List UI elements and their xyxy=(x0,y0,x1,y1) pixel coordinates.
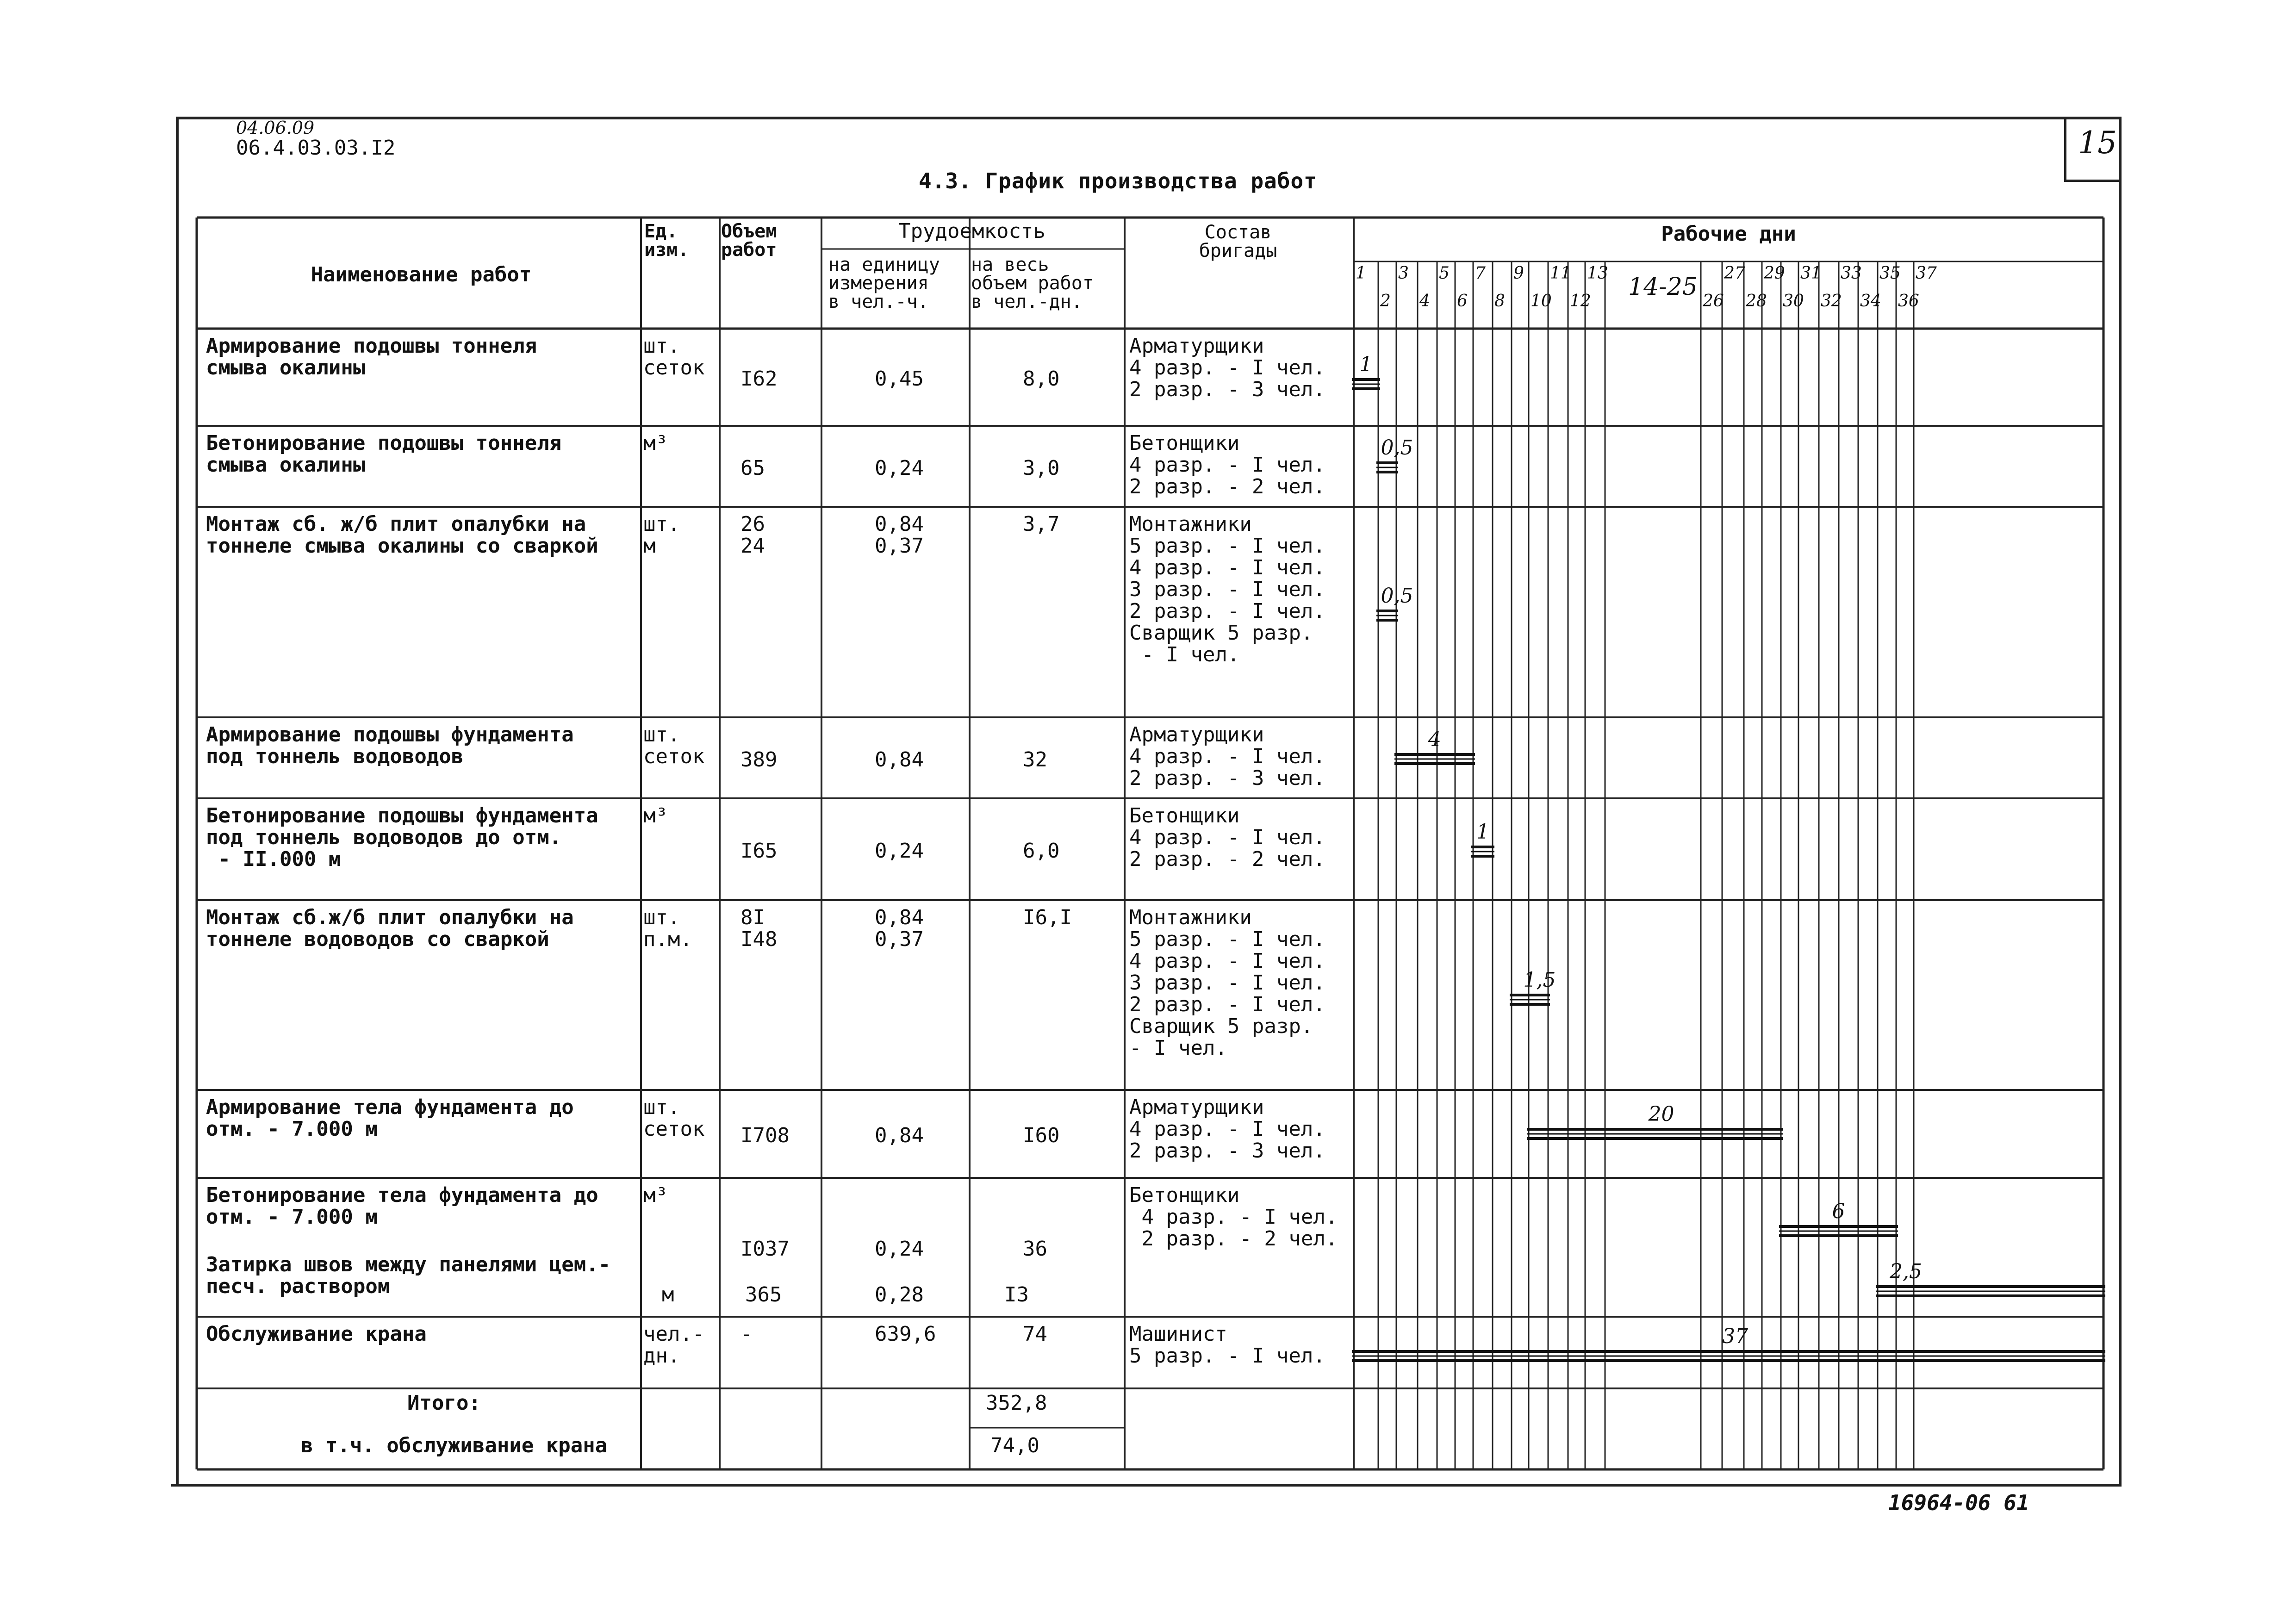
row-volume: 26 24 xyxy=(740,512,765,558)
day-label: 3 xyxy=(1398,264,1409,283)
row-labor-per-unit: 0,84 0,37 xyxy=(875,512,924,558)
row-unit-secondary: м xyxy=(662,1283,674,1307)
totals-label: Итого: xyxy=(407,1391,481,1415)
row-work-name: Бетонирование подошвы фундамента под тоннель водоводов до отм. - II.000 м xyxy=(206,804,598,871)
row-labor-per-unit: 639,6 xyxy=(875,1322,936,1346)
column-header-name: Наименование работ xyxy=(311,263,532,286)
column-header-unit: Ед. изм. xyxy=(644,221,689,261)
page-title: 4.3. График производства работ xyxy=(919,168,1317,193)
column-header-days: Рабочие дни xyxy=(1661,222,1796,246)
row-work-name-secondary: Затирка швов между панелями цем.- песч. раствором xyxy=(206,1253,611,1298)
row-unit: шт. м xyxy=(643,512,680,558)
day-label: 29 xyxy=(1764,264,1785,283)
row-labor-total: 8,0 xyxy=(1023,367,1060,391)
day-label: 26 xyxy=(1703,292,1724,311)
document-code-handwritten: 04.06.09 xyxy=(236,118,315,138)
row-work-name: Бетонирование подошвы тоннеля смыва окалины xyxy=(206,431,562,477)
row-crew: Машинист 5 разр. - I чел. xyxy=(1129,1322,1325,1368)
row-crew: Монтажники 5 разр. - I чел. 4 разр. - I чел. 3 разр. - I чел. 2 разр. - I чел. Сварщик 5 разр. - I чел. xyxy=(1129,906,1325,1060)
page-number: 15 xyxy=(2078,125,2117,161)
totals-crane-value: 74,0 xyxy=(990,1434,1039,1457)
column-header-labor-unit: на единицу измерения в чел.-ч. xyxy=(828,254,940,312)
row-unit: м³ xyxy=(643,1183,668,1207)
day-label: 11 xyxy=(1550,264,1571,283)
row-labor-per-unit: 0,84 xyxy=(875,747,924,772)
archive-stamp: 16964-06 61 xyxy=(1888,1490,2029,1515)
gantt-bar-label: 1,5 xyxy=(1523,968,1556,992)
row-work-name: Армирование подошвы фундамента под тоннель водоводов xyxy=(206,723,574,768)
day-label: 4 xyxy=(1419,292,1430,311)
day-label: 37 xyxy=(1916,264,1937,283)
totals-value: 352,8 xyxy=(986,1391,1047,1415)
gantt-bar-label: 37 xyxy=(1722,1325,1748,1348)
day-label: 35 xyxy=(1879,264,1901,283)
row-labor-per-unit-secondary: 0,28 xyxy=(875,1283,924,1307)
row-crew: Арматурщики 4 разр. - I чел. 2 разр. - 3 чел. xyxy=(1129,723,1325,790)
row-volume: I62 xyxy=(740,367,778,391)
column-header-crew: Состав бригады xyxy=(1199,222,1277,261)
day-label: 30 xyxy=(1783,292,1804,311)
row-volume: I708 xyxy=(740,1124,790,1147)
document-code: 06.4.03.03.I2 xyxy=(236,136,396,160)
day-label: 1 xyxy=(1356,264,1366,283)
row-crew: Бетонщики 4 разр. - I чел. 2 разр. - 2 чел. xyxy=(1129,804,1325,871)
gantt-bar-label: 0,5 xyxy=(1381,584,1413,608)
day-label: 33 xyxy=(1841,264,1862,283)
column-header-labor: Трудоемкость xyxy=(898,219,1045,243)
day-label: 5 xyxy=(1439,264,1450,283)
row-labor-per-unit: 0,24 xyxy=(875,839,924,863)
day-label: 34 xyxy=(1860,292,1881,311)
row-work-name: Армирование подошвы тоннеля смыва окалины xyxy=(206,334,537,380)
row-volume: I65 xyxy=(740,839,778,863)
day-label: 36 xyxy=(1898,292,1919,311)
day-label: 8 xyxy=(1494,292,1505,311)
gantt-bar-label: 0,5 xyxy=(1381,436,1413,460)
row-labor-total: 32 xyxy=(1023,747,1047,772)
day-label: 6 xyxy=(1457,292,1468,311)
day-label: 10 xyxy=(1531,292,1552,311)
row-labor-per-unit: 0,24 xyxy=(875,1237,924,1261)
gantt-bar-label: 20 xyxy=(1648,1102,1674,1126)
row-volume: 8I I48 xyxy=(740,906,778,951)
row-unit: м³ xyxy=(643,804,668,828)
row-labor-total: 3,0 xyxy=(1023,456,1060,480)
row-work-name: Бетонирование тела фундамента до отм. - 7.000 м xyxy=(206,1183,598,1229)
row-labor-total: 74 xyxy=(1023,1322,1047,1346)
row-unit: шт. сеток xyxy=(643,1095,705,1141)
row-unit: шт. сеток xyxy=(643,723,705,768)
row-work-name: Обслуживание крана xyxy=(206,1322,427,1346)
row-crew: Бетонщики 4 разр. - I чел. 2 разр. - 2 чел. xyxy=(1129,1183,1338,1251)
row-unit: м³ xyxy=(643,431,668,455)
row-crew: Арматурщики 4 разр. - I чел. 2 разр. - 3 чел. xyxy=(1129,1095,1325,1163)
row-crew: Бетонщики 4 разр. - I чел. 2 разр. - 2 чел. xyxy=(1129,431,1325,498)
day-label: 7 xyxy=(1475,264,1486,283)
day-label: 12 xyxy=(1570,292,1591,311)
row-labor-total: I6,I xyxy=(1023,906,1072,929)
row-labor-per-unit: 0,24 xyxy=(875,456,924,480)
day-label: 9 xyxy=(1513,264,1524,283)
gantt-bar-label: 6 xyxy=(1832,1200,1845,1223)
row-volume: 65 xyxy=(740,456,765,480)
row-crew: Арматурщики 4 разр. - I чел. 2 разр. - 3 чел. xyxy=(1129,334,1325,401)
day-label: 28 xyxy=(1746,292,1767,311)
gantt-bar-label: 1 xyxy=(1359,353,1373,376)
row-volume: I037 xyxy=(740,1237,790,1261)
row-labor-total: 6,0 xyxy=(1023,839,1060,863)
row-labor-total: 3,7 xyxy=(1023,512,1060,536)
gantt-bar-label: 4 xyxy=(1428,728,1441,751)
day-label: 32 xyxy=(1821,292,1842,311)
gantt-bar-label: 1 xyxy=(1476,820,1489,844)
day-label: 14-25 xyxy=(1628,273,1698,301)
row-labor-per-unit: 0,45 xyxy=(875,367,924,391)
row-labor-per-unit: 0,84 xyxy=(875,1124,924,1147)
row-labor-total-secondary: I3 xyxy=(1004,1283,1029,1307)
day-label: 27 xyxy=(1724,264,1745,283)
row-labor-total: I60 xyxy=(1023,1124,1060,1147)
day-label: 2 xyxy=(1380,292,1391,311)
row-work-name: Монтаж сб. ж/б плит опалубки на тоннеле смыва окалины со сваркой xyxy=(206,512,598,558)
row-work-name: Армирование тела фундамента до отм. - 7.000 м xyxy=(206,1095,574,1141)
row-work-name: Монтаж сб.ж/б плит опалубки на тоннеле водоводов со сваркой xyxy=(206,906,574,951)
row-labor-per-unit: 0,84 0,37 xyxy=(875,906,924,951)
row-volume: - xyxy=(740,1322,753,1346)
row-volume: 389 xyxy=(740,747,778,772)
column-header-labor-total: на весь объем работ в чел.-дн. xyxy=(971,254,1094,312)
totals-crane-label: в т.ч. обслуживание крана xyxy=(301,1434,608,1457)
day-label: 31 xyxy=(1800,264,1822,283)
row-unit: шт. п.м. xyxy=(643,906,692,951)
column-header-volume: Объем работ xyxy=(721,221,777,261)
row-labor-total: 36 xyxy=(1023,1237,1047,1261)
row-unit: чел.- дн. xyxy=(643,1322,705,1368)
day-label: 13 xyxy=(1587,264,1608,283)
gantt-bar-label: 2,5 xyxy=(1890,1260,1922,1283)
row-unit: шт. сеток xyxy=(643,334,705,380)
row-crew: Монтажники 5 разр. - I чел. 4 разр. - I чел. 3 разр. - I чел. 2 разр. - I чел. Сварщик 5 разр. - I чел. xyxy=(1129,512,1325,666)
row-volume-secondary: 365 xyxy=(745,1283,782,1307)
